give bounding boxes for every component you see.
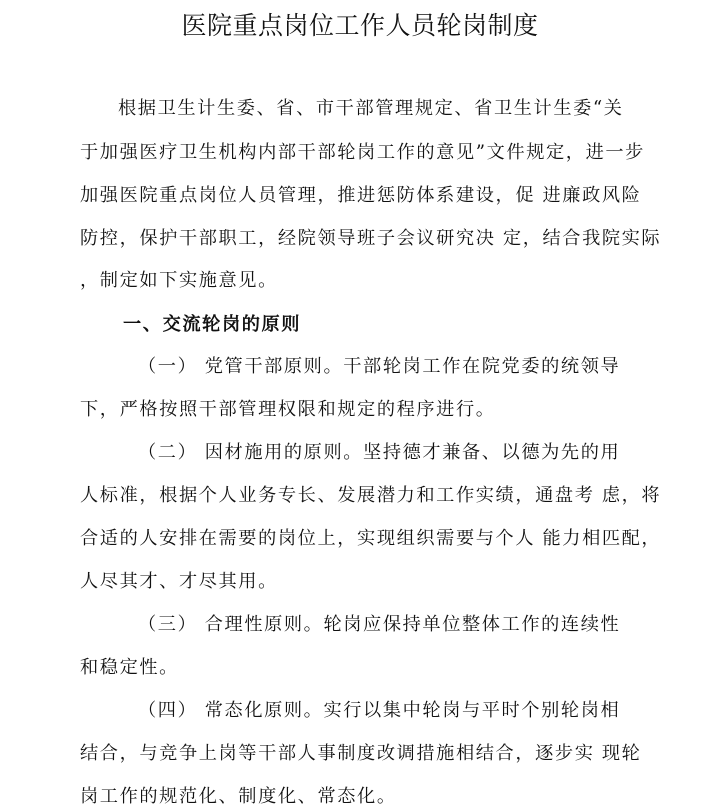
paragraph-line-2: 于加强医疗卫生机构内部干部轮岗工作的意见”文件规定，进一步 bbox=[80, 142, 645, 163]
paragraph-line-3: 加强医院重点岗位人员管理，推进惩防体系建设，促 进廉政风险 bbox=[80, 185, 642, 206]
item-3-line-1: （三） 合理性原则。轮岗应保持单位整体工作的连续性 bbox=[138, 614, 621, 635]
item-2-line-3: 合适的人安排在需要的岗位上，实现组织需要与个人 能力相匹配， bbox=[80, 528, 662, 549]
item-3-line-2: 和稳定性。 bbox=[80, 657, 179, 678]
paragraph-line-1: 根据卫生计生委、省、市干部管理规定、省卫生计生委“关 bbox=[118, 98, 624, 119]
item-1-line-2: 下，严格按照干部管理权限和规定的程序进行。 bbox=[80, 399, 496, 420]
section-heading: 一、交流轮岗的原则 bbox=[123, 314, 302, 335]
item-4-line-1: （四） 常态化原则。实行以集中轮岗与平时个别轮岗相 bbox=[138, 700, 621, 721]
document-title: 医院重点岗位工作人员轮岗制度 bbox=[181, 11, 539, 40]
paragraph-line-4: 防控，保护干部职工，经院领导班子会议研究决 定，结合我院实际 bbox=[80, 228, 662, 249]
item-4-line-3: 岗工作的规范化、制度化、常态化。 bbox=[80, 786, 397, 807]
item-2-line-1: （二） 因材施用的原则。坚持德才兼备、以德为先的用 bbox=[138, 442, 621, 463]
item-2-line-4: 人尽其才、才尽其用。 bbox=[80, 571, 278, 592]
paragraph-line-5: ，制定如下实施意见。 bbox=[80, 270, 278, 291]
item-1-line-1: （一） 党管干部原则。干部轮岗工作在院党委的统领导 bbox=[138, 356, 621, 377]
item-2-line-2: 人标准，根据个人业务专长、发展潜力和工作实绩，通盘考 虑，将 bbox=[80, 485, 662, 506]
item-4-line-2: 结合，与竞争上岗等干部人事制度改调措施相结合，逐步实 现轮 bbox=[80, 743, 642, 764]
